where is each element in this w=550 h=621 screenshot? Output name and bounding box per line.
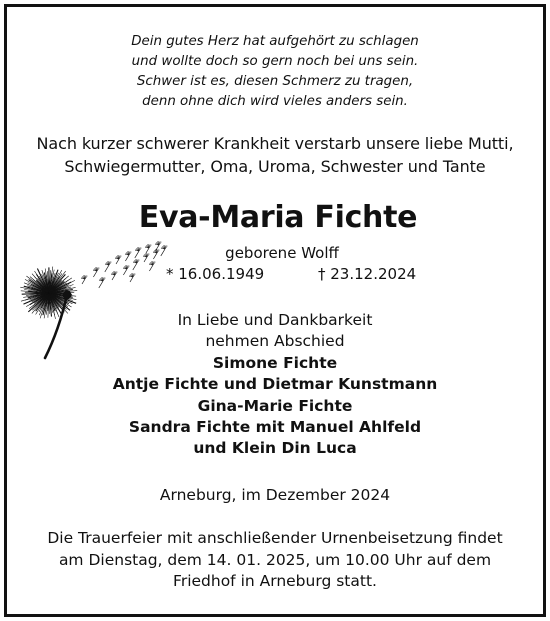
mourner-name: und Klein Din Luca — [193, 439, 357, 458]
mourner-name: Simone Fichte — [212, 353, 338, 372]
announcement-text — [7, 132, 543, 178]
death-date: † 23.12.2024 — [318, 265, 417, 283]
birth-name: geborene Wolff — [225, 244, 339, 262]
funeral-line: Friedhof in Arneburg statt. — [173, 572, 377, 590]
place-date: Arneburg, im Dezember 2024 — [159, 486, 391, 504]
poem-line: und wollte doch so gern noch bei uns sein. — [131, 54, 419, 69]
birth-date: * 16.06.1949 — [166, 265, 265, 283]
poem-line: denn ohne dich wird vieles anders sein. — [142, 94, 408, 109]
funeral-info — [7, 528, 543, 593]
mourners-intro-line: In Liebe und Dankbarkeit — [177, 311, 373, 329]
obituary-notice — [4, 4, 546, 617]
deceased-name: Eva-Maria Fichte — [138, 200, 418, 235]
mourners-intro-line: nehmen Abschied — [205, 332, 345, 351]
mourner-name: Sandra Fichte mit Manuel Ahlfeld — [128, 418, 422, 437]
poem-line: Dein gutes Herz hat aufgehört zu schlagen — [131, 34, 419, 49]
announcement-line: Nach kurzer schwerer Krankheit verstarb unsere liebe Mutti, — [36, 134, 514, 153]
mourner-name: Gina-Marie Fichte — [197, 396, 353, 415]
poem — [7, 32, 543, 112]
funeral-line: am Dienstag, dem 14. 01. 2025, um 10.00 Uhr auf dem — [58, 550, 492, 569]
mourners — [7, 310, 543, 460]
mourner-name: Antje Fichte und Dietmar Kunstmann — [112, 375, 438, 394]
announcement-line: Schwiegermutter, Oma, Uroma, Schwester und Tante — [64, 157, 486, 176]
poem-line: Schwer ist es, diesen Schmerz zu tragen, — [136, 74, 414, 89]
funeral-line: Die Trauerfeier mit anschließender Urnenbeisetzung findet — [47, 529, 503, 547]
